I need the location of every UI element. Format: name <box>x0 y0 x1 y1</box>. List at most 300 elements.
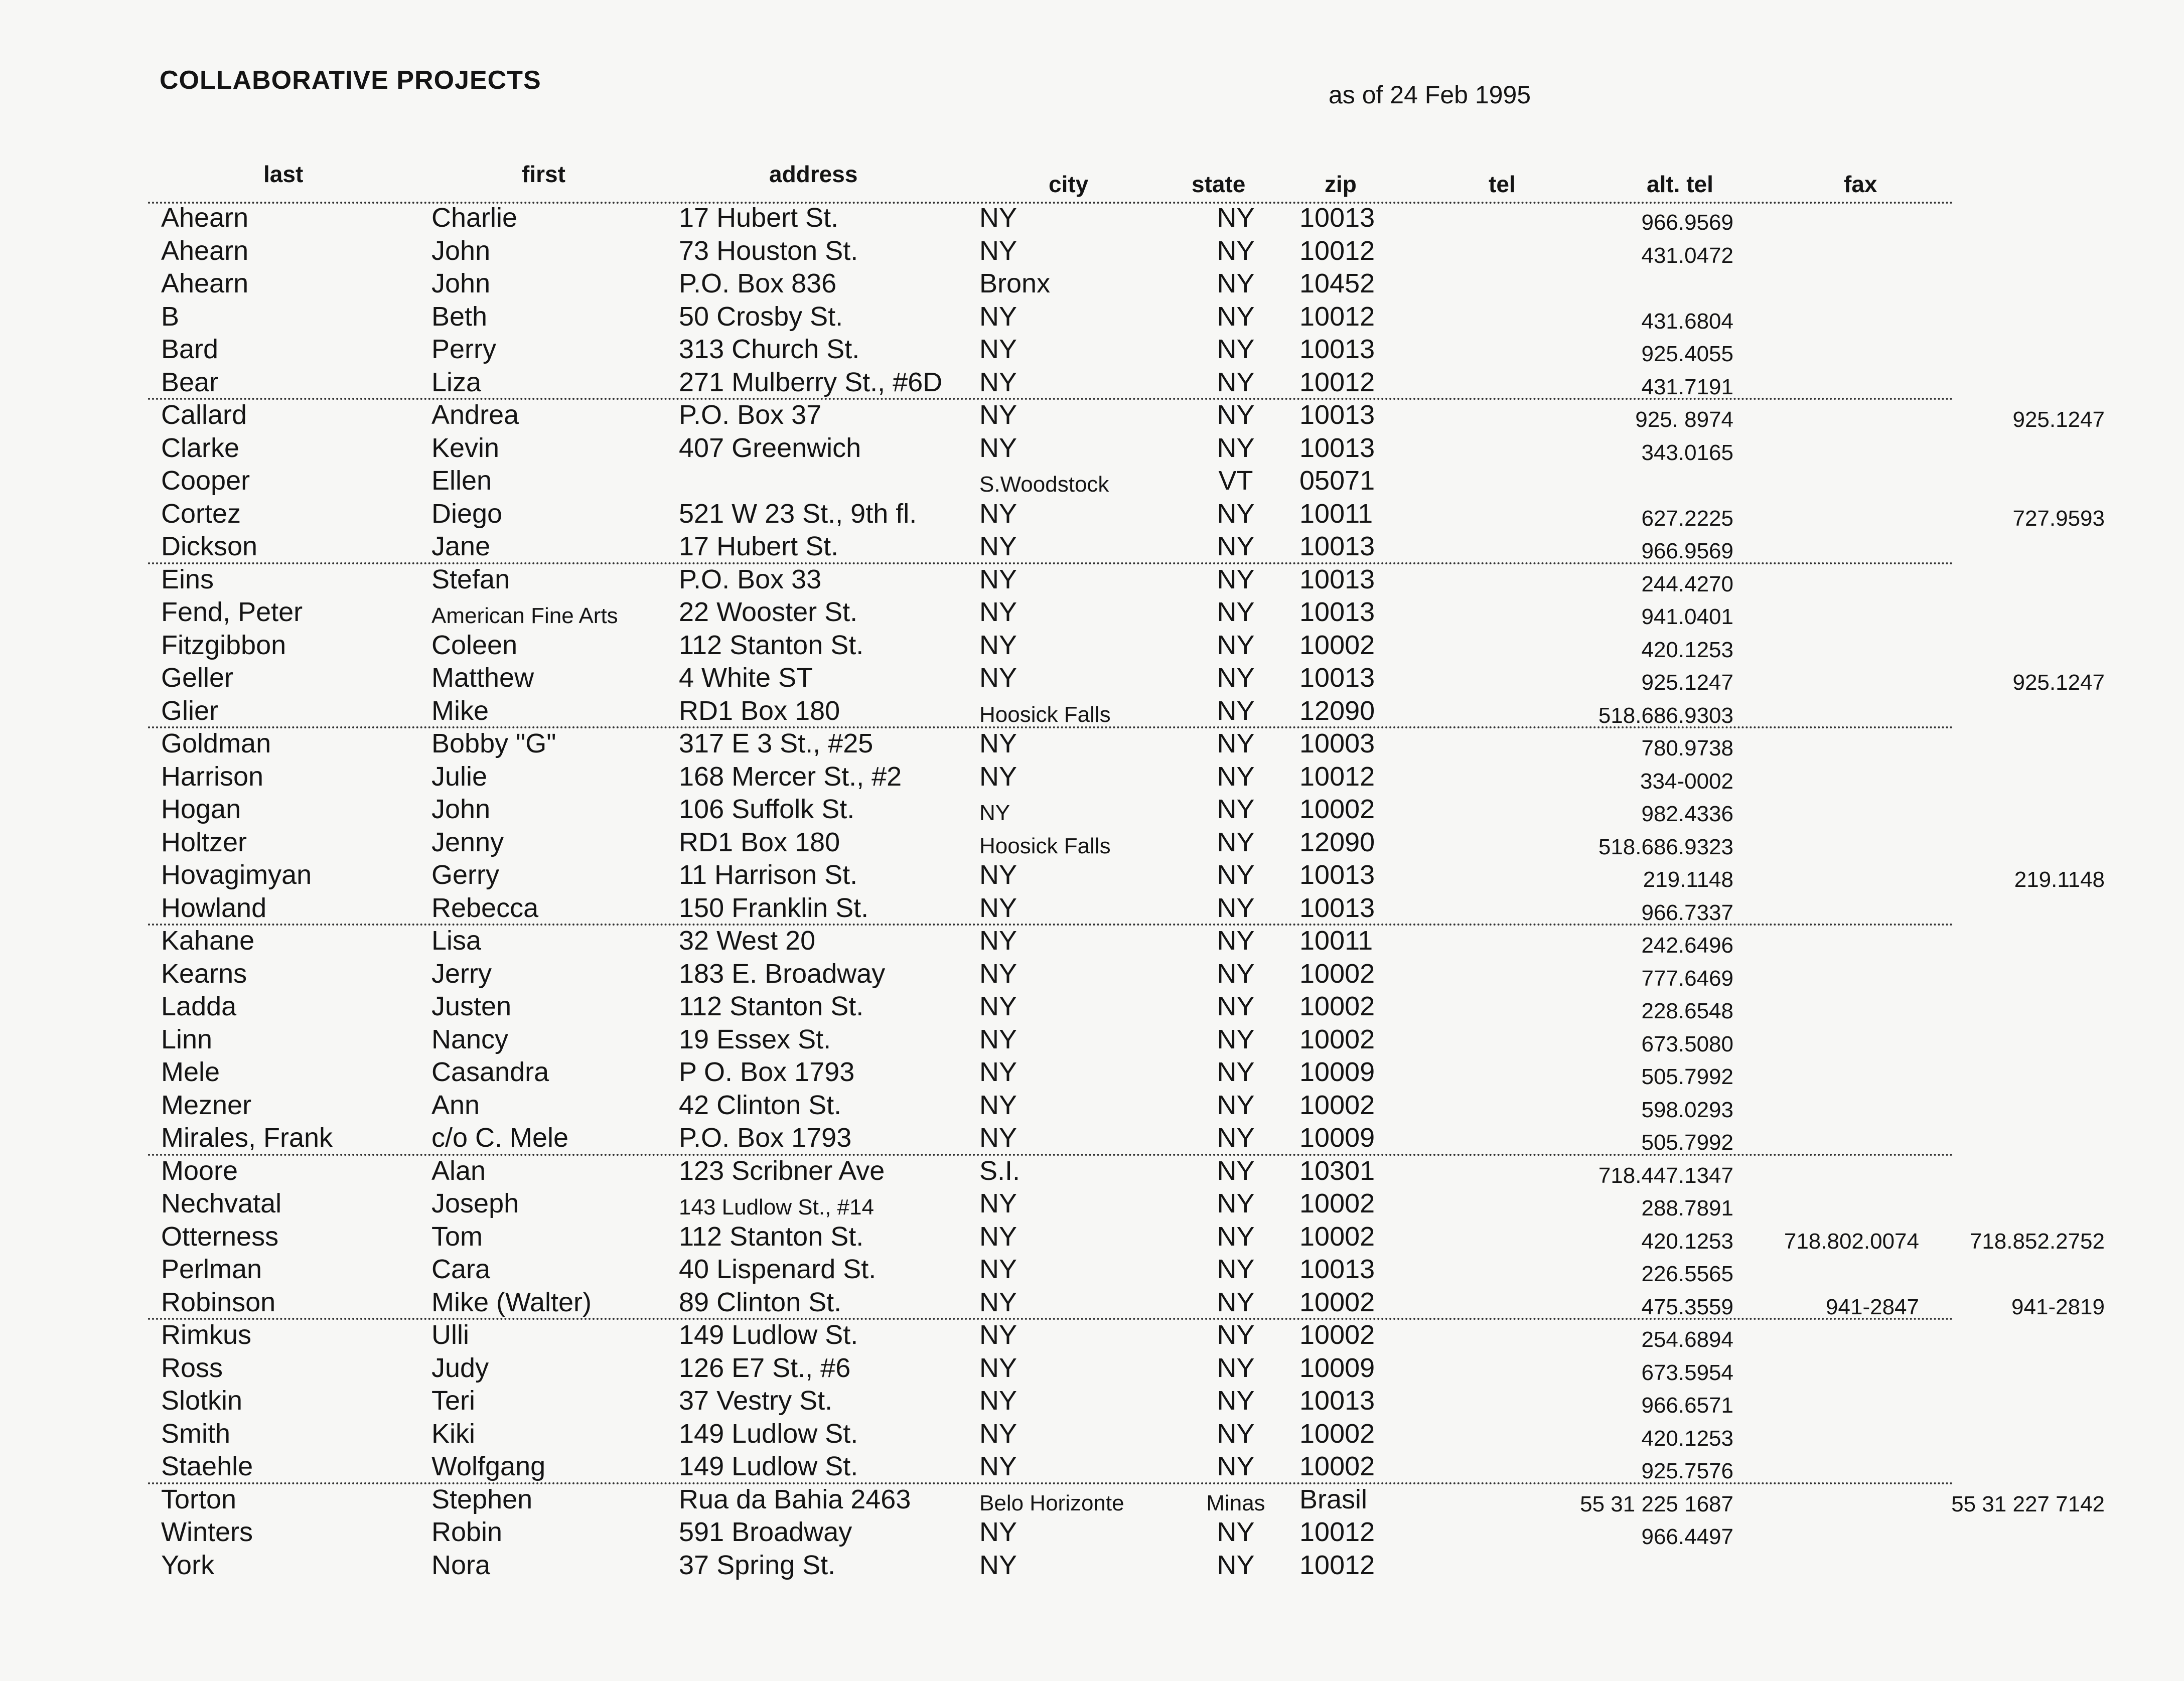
table-row <box>148 1353 1954 1386</box>
city-cell: NY <box>979 1024 1017 1054</box>
last-name-cell: Hogan <box>161 794 241 824</box>
city-cell: S.I. <box>979 1155 1021 1186</box>
last-name-cell: Smith <box>161 1418 231 1449</box>
city-cell: NY <box>979 761 1017 792</box>
tel-cell: 673.5080 <box>1641 1031 1733 1056</box>
first-name-cell: Coleen <box>431 630 518 660</box>
address-cell: RD1 Box 180 <box>679 695 840 726</box>
state-cell: NY <box>1217 1451 1255 1481</box>
table-row <box>148 1484 2105 1517</box>
state-cell: NY <box>1217 564 1255 594</box>
last-name-cell: Hovagimyan <box>161 860 312 890</box>
last-name-cell: Rimkus <box>161 1320 252 1350</box>
state-cell: NY <box>1217 1254 1255 1284</box>
table-row <box>148 728 1954 761</box>
first-name-cell: Stephen <box>431 1484 533 1514</box>
city-cell: NY <box>979 1352 1017 1383</box>
tel-cell: 925.7576 <box>1641 1459 1733 1483</box>
table-row <box>148 1419 1954 1452</box>
last-name-cell: Callard <box>161 400 247 430</box>
last-name-cell: Mele <box>161 1057 220 1087</box>
city-cell: NY <box>979 860 1017 890</box>
fax-cell: 219.1148 <box>2014 867 2105 892</box>
first-name-cell: Bobby "G" <box>431 728 556 758</box>
last-name-cell: Harrison <box>161 761 264 792</box>
city-cell: NY <box>979 1254 1017 1284</box>
city-cell: NY <box>979 1517 1017 1547</box>
state-cell: NY <box>1217 958 1255 989</box>
state-cell: NY <box>1217 334 1255 364</box>
tel-cell: 966.9569 <box>1641 210 1733 235</box>
table-row <box>148 236 1954 269</box>
tel-cell: 777.6469 <box>1641 966 1733 991</box>
address-cell: 73 Houston St. <box>679 235 858 266</box>
state-cell: NY <box>1217 892 1255 923</box>
address-cell: 22 Wooster St. <box>679 597 858 627</box>
zip-cell: 10301 <box>1299 1155 1375 1186</box>
first-name-cell: Alan <box>431 1155 486 1186</box>
alt-tel-cell: 941-2847 <box>1826 1294 1919 1319</box>
table-row <box>148 433 1954 466</box>
address-cell: 19 Essex St. <box>679 1024 831 1054</box>
zip-cell: 10002 <box>1299 1320 1375 1350</box>
city-cell: NY <box>979 367 1017 397</box>
first-name-cell: Tom <box>431 1221 483 1252</box>
tel-cell: 431.6804 <box>1641 309 1733 334</box>
address-cell: 32 West 20 <box>679 926 816 956</box>
last-name-cell: Dickson <box>161 531 258 561</box>
table-row <box>148 959 1954 992</box>
tel-cell: 431.7191 <box>1641 374 1733 399</box>
last-name-cell: Bear <box>161 367 219 397</box>
tel-cell: 288.7891 <box>1641 1196 1733 1220</box>
table-row <box>148 301 1954 335</box>
first-name-cell: Gerry <box>431 860 499 890</box>
first-name-cell: Matthew <box>431 663 534 693</box>
last-name-cell: Cooper <box>161 466 250 496</box>
last-name-cell: Ross <box>161 1352 223 1383</box>
state-cell: NY <box>1217 400 1255 430</box>
zip-cell: 10013 <box>1299 432 1375 463</box>
last-name-cell: Winters <box>161 1517 253 1547</box>
zip-cell: 10013 <box>1299 531 1375 561</box>
tel-cell: 941.0401 <box>1641 604 1733 629</box>
table-row <box>148 531 1954 564</box>
col-header-city: city <box>1049 171 1089 197</box>
first-name-cell: Nora <box>431 1550 491 1580</box>
zip-cell: 10002 <box>1299 630 1375 660</box>
city-cell: Belo Horizonte <box>979 1490 1124 1515</box>
city-cell: NY <box>979 1057 1017 1087</box>
zip-cell: 10011 <box>1299 926 1373 956</box>
last-name-cell: Eins <box>161 564 214 594</box>
zip-cell: 10012 <box>1299 1550 1375 1580</box>
first-name-cell: Ellen <box>431 466 492 496</box>
state-cell: NY <box>1217 1123 1255 1153</box>
city-cell: NY <box>979 235 1017 266</box>
last-name-cell: Otterness <box>161 1221 279 1252</box>
last-name-cell: Staehle <box>161 1451 253 1481</box>
contact-table <box>148 203 2105 1583</box>
city-cell: Hoosick Falls <box>979 833 1111 858</box>
table-row <box>148 1156 1954 1189</box>
zip-cell: 10002 <box>1299 1090 1375 1120</box>
address-cell: 17 Hubert St. <box>679 203 839 233</box>
city-cell: NY <box>979 728 1017 758</box>
last-name-cell: Robinson <box>161 1287 276 1317</box>
first-name-cell: John <box>431 794 491 824</box>
tel-cell: 420.1253 <box>1641 1426 1733 1451</box>
first-name-cell: Nancy <box>431 1024 509 1054</box>
address-cell: 89 Clinton St. <box>679 1287 842 1317</box>
first-name-cell: Ann <box>431 1090 480 1120</box>
zip-cell: 10012 <box>1299 235 1375 266</box>
state-cell: NY <box>1217 1287 1255 1317</box>
state-cell: NY <box>1217 1221 1255 1252</box>
fax-cell: 727.9593 <box>2012 506 2105 531</box>
zip-cell: 10013 <box>1299 597 1375 627</box>
table-row <box>148 400 2105 433</box>
table-row <box>148 1320 1954 1353</box>
zip-cell: 10002 <box>1299 1287 1375 1317</box>
city-cell: NY <box>979 334 1017 364</box>
zip-cell: 10003 <box>1299 728 1375 758</box>
state-cell: NY <box>1217 498 1255 529</box>
city-cell: Bronx <box>979 268 1051 298</box>
zip-cell: 10002 <box>1299 1451 1375 1481</box>
table-row <box>148 203 1954 236</box>
last-name-cell: Linn <box>161 1024 213 1054</box>
address-cell: 4 White ST <box>679 663 813 693</box>
table-row <box>148 498 2105 532</box>
zip-cell: 10012 <box>1299 301 1375 332</box>
state-cell: NY <box>1217 827 1255 857</box>
state-cell: NY <box>1217 761 1255 792</box>
state-cell: NY <box>1217 1188 1255 1218</box>
col-header-last: last <box>263 161 304 187</box>
last-name-cell: Ahearn <box>161 268 249 298</box>
col-header-first: first <box>522 161 565 187</box>
address-cell: 123 Scribner Ave <box>679 1155 885 1186</box>
city-cell: NY <box>979 498 1017 529</box>
address-cell: 112 Stanton St. <box>679 1221 864 1252</box>
tel-cell: 925.1247 <box>1641 670 1733 695</box>
document-title: COLLABORATIVE PROJECTS <box>160 66 541 95</box>
state-cell: NY <box>1217 1024 1255 1054</box>
table-row <box>148 1090 1954 1123</box>
last-name-cell: Clarke <box>161 432 240 463</box>
city-cell: NY <box>979 991 1017 1021</box>
address-cell: 407 Greenwich <box>679 432 861 463</box>
state-cell: NY <box>1217 432 1255 463</box>
state-cell: NY <box>1217 1090 1255 1120</box>
tel-cell: 966.7337 <box>1641 900 1733 925</box>
city-cell: NY <box>979 1386 1017 1416</box>
address-cell: 112 Stanton St. <box>679 630 864 660</box>
tel-cell: 244.4270 <box>1641 571 1733 596</box>
address-cell: 40 Lispenard St. <box>679 1254 877 1284</box>
tel-cell: 475.3559 <box>1641 1294 1733 1319</box>
tel-cell: 505.7992 <box>1641 1064 1733 1089</box>
zip-cell: 10013 <box>1299 203 1375 233</box>
address-cell: 106 Suffolk St. <box>679 794 855 824</box>
table-row <box>148 1550 1954 1583</box>
zip-cell: 10013 <box>1299 892 1375 923</box>
address-cell: 150 Franklin St. <box>679 892 869 923</box>
col-header-alt-tel: alt. tel <box>1647 171 1713 197</box>
zip-cell: Brasil <box>1299 1484 1368 1514</box>
zip-cell: 10002 <box>1299 1418 1375 1449</box>
zip-cell: 12090 <box>1299 827 1375 857</box>
table-row <box>148 1024 1954 1057</box>
first-name-cell: Jenny <box>431 827 504 857</box>
city-cell: NY <box>979 1418 1017 1449</box>
table-row <box>148 1386 1954 1419</box>
address-cell: RD1 Box 180 <box>679 827 840 857</box>
first-name-cell: Lisa <box>431 926 482 956</box>
col-header-zip: zip <box>1325 171 1357 197</box>
city-cell: NY <box>979 531 1017 561</box>
last-name-cell: Kahane <box>161 926 255 956</box>
zip-cell: 10002 <box>1299 958 1375 989</box>
tel-cell: 925.4055 <box>1641 342 1733 366</box>
fax-cell: 925.1247 <box>2012 407 2105 432</box>
state-cell: Minas <box>1206 1490 1265 1515</box>
first-name-cell: Rebecca <box>431 892 539 923</box>
tel-cell: 718.447.1347 <box>1598 1163 1733 1188</box>
table-row <box>148 597 1954 630</box>
table-row <box>148 268 1954 301</box>
zip-cell: 10011 <box>1299 498 1373 529</box>
col-header-tel: tel <box>1489 171 1516 197</box>
state-cell: NY <box>1217 630 1255 660</box>
fax-cell: 718.852.2752 <box>1969 1229 2105 1254</box>
address-cell: P.O. Box 33 <box>679 564 822 594</box>
table-row <box>148 696 1954 729</box>
tel-cell: 627.2225 <box>1641 506 1733 531</box>
city-cell: NY <box>979 1090 1017 1120</box>
table-row <box>148 466 1954 499</box>
state-cell: NY <box>1217 597 1255 627</box>
first-name-cell: Stefan <box>431 564 510 594</box>
first-name-cell: Teri <box>431 1386 476 1416</box>
table-row <box>148 1287 2105 1320</box>
city-cell: NY <box>979 1188 1017 1218</box>
address-cell: 521 W 23 St., 9th fl. <box>679 498 917 529</box>
column-header-row <box>148 161 1954 204</box>
tel-cell: 925. 8974 <box>1635 407 1733 432</box>
tel-cell: 966.4497 <box>1641 1524 1733 1549</box>
first-name-cell: Casandra <box>431 1057 549 1087</box>
first-name-cell: Beth <box>431 301 488 332</box>
city-cell: NY <box>979 400 1017 430</box>
first-name-cell: Jerry <box>431 958 492 989</box>
first-name-cell: Diego <box>431 498 503 529</box>
city-cell: NY <box>979 1320 1017 1350</box>
state-cell: NY <box>1217 203 1255 233</box>
col-header-state: state <box>1192 171 1246 197</box>
table-row <box>148 630 1954 663</box>
last-name-cell: Goldman <box>161 728 271 758</box>
last-name-cell: Holtzer <box>161 827 247 857</box>
zip-cell: 10013 <box>1299 334 1375 364</box>
city-cell: NY <box>979 892 1017 923</box>
first-name-cell: Wolfgang <box>431 1451 546 1481</box>
table-row <box>148 334 1954 367</box>
tel-cell: 420.1253 <box>1641 1229 1733 1254</box>
state-cell: NY <box>1217 1320 1255 1350</box>
address-cell: 183 E. Broadway <box>679 958 886 989</box>
tel-cell: 966.9569 <box>1641 539 1733 563</box>
tel-cell: 55 31 225 1687 <box>1580 1491 1733 1516</box>
first-name-cell: Liza <box>431 367 482 397</box>
city-cell: NY <box>979 1221 1017 1252</box>
zip-cell: 10013 <box>1299 1254 1375 1284</box>
state-cell: NY <box>1217 1057 1255 1087</box>
address-cell: P.O. Box 1793 <box>679 1123 852 1153</box>
last-name-cell: Ahearn <box>161 203 249 233</box>
first-name-cell: Kevin <box>431 432 500 463</box>
zip-cell: 10009 <box>1299 1057 1375 1087</box>
tel-cell: 966.6571 <box>1641 1393 1733 1418</box>
zip-cell: 10012 <box>1299 1517 1375 1547</box>
state-cell: NY <box>1217 235 1255 266</box>
tel-cell: 598.0293 <box>1641 1097 1733 1122</box>
table-row <box>148 926 1954 959</box>
city-cell: NY <box>979 630 1017 660</box>
first-name-cell: Justen <box>431 991 512 1021</box>
tel-cell: 254.6894 <box>1641 1327 1733 1352</box>
zip-cell: 10002 <box>1299 1024 1375 1054</box>
as-of-date: as of 24 Feb 1995 <box>1329 81 1531 109</box>
city-cell: Hoosick Falls <box>979 702 1111 727</box>
state-cell: NY <box>1217 860 1255 890</box>
first-name-cell: Kiki <box>431 1418 476 1449</box>
zip-cell: 12090 <box>1299 695 1375 726</box>
city-cell: NY <box>979 1451 1017 1481</box>
state-cell: NY <box>1217 991 1255 1021</box>
address-cell: 271 Mulberry St., #6D <box>679 367 943 397</box>
tel-cell: 242.6496 <box>1641 933 1733 958</box>
state-cell: NY <box>1217 695 1255 726</box>
state-cell: NY <box>1217 367 1255 397</box>
city-cell: NY <box>979 203 1017 233</box>
alt-tel-cell: 718.802.0074 <box>1784 1229 1919 1254</box>
address-cell: 313 Church St. <box>679 334 860 364</box>
address-cell: 149 Ludlow St. <box>679 1320 858 1350</box>
last-name-cell: Glier <box>161 695 219 726</box>
last-name-cell: Torton <box>161 1484 237 1514</box>
tel-cell: 431.0472 <box>1641 243 1733 268</box>
last-name-cell: Perlman <box>161 1254 262 1284</box>
last-name-cell: Fend, Peter <box>161 597 303 627</box>
table-row <box>148 1221 2105 1255</box>
table-row <box>148 367 1954 400</box>
address-cell: 168 Mercer St., #2 <box>679 761 902 792</box>
city-cell: NY <box>979 926 1017 956</box>
fax-cell: 925.1247 <box>2012 670 2105 695</box>
first-name-cell: c/o C. Mele <box>431 1123 569 1153</box>
table-row <box>148 663 2105 696</box>
col-header-fax: fax <box>1844 171 1877 197</box>
city-cell: NY <box>979 1123 1017 1153</box>
address-cell: 112 Stanton St. <box>679 991 864 1021</box>
last-name-cell: Ahearn <box>161 235 249 266</box>
city-cell: NY <box>979 564 1017 594</box>
state-cell: NY <box>1217 268 1255 298</box>
fax-cell: 55 31 227 7142 <box>1951 1491 2105 1516</box>
last-name-cell: Kearns <box>161 958 247 989</box>
last-name-cell: Geller <box>161 663 234 693</box>
zip-cell: 10012 <box>1299 367 1375 397</box>
city-cell: NY <box>979 1550 1017 1580</box>
first-name-cell: Judy <box>431 1352 489 1383</box>
address-cell: 149 Ludlow St. <box>679 1418 858 1449</box>
zip-cell: 10009 <box>1299 1352 1375 1383</box>
address-cell: P.O. Box 37 <box>679 400 822 430</box>
table-row <box>148 794 1954 827</box>
zip-cell: 10013 <box>1299 860 1375 890</box>
state-cell: NY <box>1217 663 1255 693</box>
tel-cell: 226.5565 <box>1641 1262 1733 1286</box>
tel-cell: 673.5954 <box>1641 1360 1733 1385</box>
zip-cell: 10452 <box>1299 268 1375 298</box>
state-cell: NY <box>1217 1352 1255 1383</box>
zip-cell: 10002 <box>1299 1188 1375 1218</box>
zip-cell: 10012 <box>1299 761 1375 792</box>
address-cell: 317 E 3 St., #25 <box>679 728 873 758</box>
city-cell: NY <box>979 663 1017 693</box>
last-name-cell: York <box>161 1550 215 1580</box>
first-name-cell: Jane <box>431 531 491 561</box>
table-row <box>148 1188 1954 1221</box>
first-name-cell: Andrea <box>431 400 519 430</box>
address-cell: 149 Ludlow St. <box>679 1451 858 1481</box>
last-name-cell: Mezner <box>161 1090 252 1120</box>
table-row <box>148 1254 1954 1287</box>
city-cell: NY <box>979 597 1017 627</box>
zip-cell: 10013 <box>1299 1386 1375 1416</box>
table-row <box>148 564 1954 597</box>
city-cell: NY <box>979 958 1017 989</box>
first-name-cell: John <box>431 235 491 266</box>
col-header-address: address <box>769 161 858 187</box>
address-cell: 37 Spring St. <box>679 1550 836 1580</box>
city-cell: NY <box>979 1287 1017 1317</box>
address-cell: 50 Crosby St. <box>679 301 843 332</box>
first-name-cell: John <box>431 268 491 298</box>
tel-cell: 420.1253 <box>1641 637 1733 662</box>
last-name-cell: Moore <box>161 1155 238 1186</box>
city-cell: S.Woodstock <box>979 472 1109 497</box>
tel-cell: 505.7992 <box>1641 1130 1733 1155</box>
zip-cell: 10013 <box>1299 663 1375 693</box>
address-cell: P.O. Box 836 <box>679 268 837 298</box>
state-cell: NY <box>1217 794 1255 824</box>
state-cell: NY <box>1217 1550 1255 1580</box>
address-cell: P O. Box 1793 <box>679 1057 855 1087</box>
first-name-cell: Ulli <box>431 1320 469 1350</box>
state-cell: NY <box>1217 728 1255 758</box>
state-cell: NY <box>1217 301 1255 332</box>
first-name-cell: Cara <box>431 1254 491 1284</box>
table-row <box>148 1451 1954 1484</box>
table-row <box>148 761 1954 795</box>
table-row <box>148 991 1954 1024</box>
zip-cell: 10013 <box>1299 400 1375 430</box>
state-cell: VT <box>1218 466 1253 496</box>
table-row <box>148 1123 1954 1156</box>
